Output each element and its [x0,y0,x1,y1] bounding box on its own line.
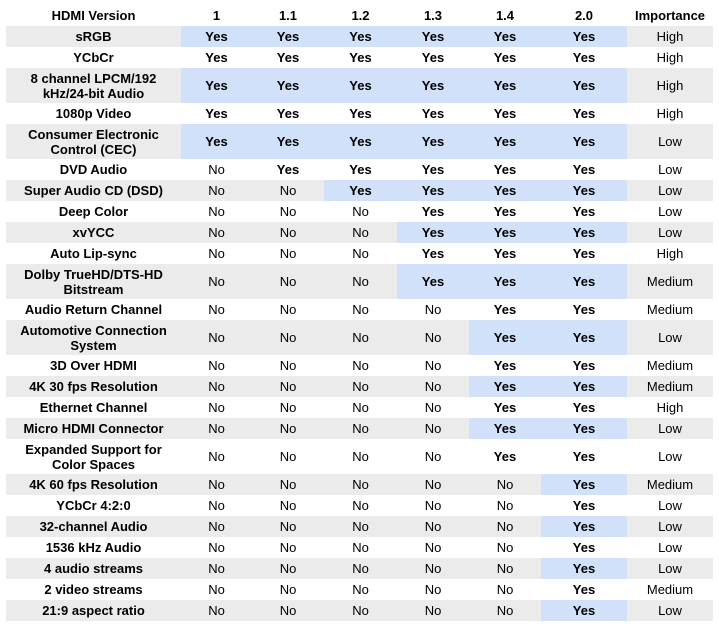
feature-name-cell: Audio Return Channel [6,299,181,320]
support-cell-version-1-2: No [324,439,397,474]
support-cell-version-1: No [181,474,252,495]
importance-cell: Medium [627,376,713,397]
feature-name-cell: Deep Color [6,201,181,222]
importance-cell: Low [627,180,713,201]
importance-cell: Low [627,418,713,439]
header-version-1-1: 1.1 [252,5,324,26]
support-cell-version-1-2: No [324,474,397,495]
support-cell-version-1-1: No [252,495,324,516]
feature-name-cell: 8 channel LPCM/192 kHz/24-bit Audio [6,68,181,103]
support-cell-version-1-2: No [324,558,397,579]
support-cell-version-1: Yes [181,103,252,124]
importance-cell: Low [627,600,713,621]
support-cell-version-1-1: No [252,201,324,222]
support-cell-version-1: No [181,558,252,579]
support-cell-version-1-2: No [324,320,397,355]
support-cell-version-1: No [181,299,252,320]
support-cell-version-1-3: No [397,600,469,621]
support-cell-version-1-2: Yes [324,26,397,47]
support-cell-version-1-2: No [324,243,397,264]
support-cell-version-1-1: No [252,439,324,474]
feature-name-cell: Expanded Support for Color Spaces [6,439,181,474]
table-row [6,579,713,600]
support-cell-version-1-3: Yes [397,201,469,222]
support-cell-version-1-4: No [469,600,541,621]
support-cell-version-1-1: No [252,243,324,264]
importance-cell: High [627,243,713,264]
support-cell-version-1-2: Yes [324,180,397,201]
support-cell-version-1: Yes [181,68,252,103]
importance-cell: Low [627,320,713,355]
feature-name-cell: Super Audio CD (DSD) [6,180,181,201]
support-cell-version-2-0: Yes [541,558,627,579]
support-cell-version-1-4: Yes [469,68,541,103]
support-cell-version-1: No [181,439,252,474]
support-cell-version-2-0: Yes [541,474,627,495]
support-cell-version-2-0: Yes [541,537,627,558]
support-cell-version-1-4: Yes [469,264,541,299]
support-cell-version-1-4: Yes [469,103,541,124]
header-importance: Importance [627,5,713,26]
importance-cell: High [627,47,713,68]
feature-name-cell: 1536 kHz Audio [6,537,181,558]
support-cell-version-1-3: No [397,537,469,558]
support-cell-version-1-1: No [252,376,324,397]
support-cell-version-1-1: No [252,579,324,600]
support-cell-version-1-1: No [252,516,324,537]
support-cell-version-1: No [181,579,252,600]
table-row [6,124,713,159]
support-cell-version-1: No [181,264,252,299]
support-cell-version-1-1: No [252,397,324,418]
table-row [6,264,713,299]
support-cell-version-1-4: Yes [469,243,541,264]
importance-cell: Low [627,516,713,537]
feature-name-cell: sRGB [6,26,181,47]
support-cell-version-1-4: Yes [469,26,541,47]
feature-name-cell: 1080p Video [6,103,181,124]
support-cell-version-1-1: No [252,180,324,201]
support-cell-version-2-0: Yes [541,397,627,418]
header-version-2-0: 2.0 [541,5,627,26]
importance-cell: Medium [627,355,713,376]
support-cell-version-1: No [181,180,252,201]
support-cell-version-1-1: Yes [252,26,324,47]
support-cell-version-1-3: No [397,558,469,579]
importance-cell: Low [627,558,713,579]
support-cell-version-1: No [181,243,252,264]
support-cell-version-1: No [181,355,252,376]
table-row [6,495,713,516]
importance-cell: High [627,26,713,47]
importance-cell: Low [627,201,713,222]
feature-name-cell: 4K 60 fps Resolution [6,474,181,495]
importance-cell: Low [627,124,713,159]
support-cell-version-1: No [181,516,252,537]
support-cell-version-2-0: Yes [541,103,627,124]
feature-name-cell: Dolby TrueHD/DTS-HD Bitstream [6,264,181,299]
support-cell-version-1-4: No [469,579,541,600]
table-row [6,600,713,621]
support-cell-version-1-4: Yes [469,124,541,159]
support-cell-version-2-0: Yes [541,355,627,376]
support-cell-version-1-1: No [252,264,324,299]
support-cell-version-1-4: No [469,495,541,516]
header-version-1-3: 1.3 [397,5,469,26]
support-cell-version-1-3: Yes [397,103,469,124]
support-cell-version-1-1: Yes [252,124,324,159]
support-cell-version-1-4: No [469,537,541,558]
header-version-1-2: 1.2 [324,5,397,26]
support-cell-version-1-4: No [469,516,541,537]
feature-name-cell: 4K 30 fps Resolution [6,376,181,397]
table-row [6,243,713,264]
support-cell-version-1: No [181,397,252,418]
feature-name-cell: Auto Lip-sync [6,243,181,264]
support-cell-version-2-0: Yes [541,264,627,299]
table-row [6,68,713,103]
feature-name-cell: Ethernet Channel [6,397,181,418]
table-row [6,299,713,320]
support-cell-version-2-0: Yes [541,68,627,103]
support-cell-version-1: No [181,600,252,621]
importance-cell: Low [627,537,713,558]
support-cell-version-1-3: Yes [397,159,469,180]
table-row [6,516,713,537]
table-row [6,47,713,68]
feature-name-cell: xvYCC [6,222,181,243]
support-cell-version-1-3: Yes [397,243,469,264]
feature-name-cell: 21:9 aspect ratio [6,600,181,621]
support-cell-version-1-2: No [324,222,397,243]
support-cell-version-1-3: No [397,355,469,376]
importance-cell: High [627,68,713,103]
support-cell-version-1-3: No [397,376,469,397]
support-cell-version-1: No [181,201,252,222]
support-cell-version-1: No [181,376,252,397]
importance-cell: Medium [627,264,713,299]
support-cell-version-1-4: Yes [469,159,541,180]
support-cell-version-1-2: No [324,516,397,537]
support-cell-version-1-3: Yes [397,180,469,201]
support-cell-version-2-0: Yes [541,159,627,180]
support-cell-version-2-0: Yes [541,600,627,621]
support-cell-version-1-3: No [397,495,469,516]
support-cell-version-1: No [181,537,252,558]
importance-cell: Low [627,439,713,474]
support-cell-version-2-0: Yes [541,180,627,201]
support-cell-version-1-2: No [324,600,397,621]
feature-name-cell: Consumer Electronic Control (CEC) [6,124,181,159]
support-cell-version-1-1: No [252,299,324,320]
support-cell-version-1-1: No [252,418,324,439]
support-cell-version-1-3: No [397,474,469,495]
support-cell-version-1-3: No [397,397,469,418]
support-cell-version-1-2: No [324,201,397,222]
support-cell-version-1-2: Yes [324,159,397,180]
feature-name-cell: 3D Over HDMI [6,355,181,376]
support-cell-version-2-0: Yes [541,376,627,397]
support-cell-version-1-3: Yes [397,222,469,243]
feature-name-cell: 2 video streams [6,579,181,600]
table-row [6,355,713,376]
header-row [6,5,713,26]
support-cell-version-1-4: No [469,558,541,579]
feature-name-cell: YCbCr [6,47,181,68]
support-cell-version-1-2: Yes [324,103,397,124]
support-cell-version-1-1: Yes [252,103,324,124]
support-cell-version-1-4: Yes [469,397,541,418]
support-cell-version-1-4: Yes [469,180,541,201]
support-cell-version-1-2: No [324,495,397,516]
support-cell-version-1-3: Yes [397,124,469,159]
support-cell-version-1-3: No [397,439,469,474]
support-cell-version-1: No [181,159,252,180]
support-cell-version-1-4: Yes [469,418,541,439]
table-row [6,159,713,180]
support-cell-version-1-2: No [324,537,397,558]
header-feature: HDMI Version [6,5,181,26]
support-cell-version-1-3: No [397,320,469,355]
support-cell-version-1-1: No [252,222,324,243]
importance-cell: High [627,397,713,418]
support-cell-version-2-0: Yes [541,495,627,516]
support-cell-version-1-1: No [252,355,324,376]
support-cell-version-1: Yes [181,26,252,47]
feature-name-cell: Automotive Connection System [6,320,181,355]
support-cell-version-2-0: Yes [541,222,627,243]
support-cell-version-1-4: No [469,474,541,495]
table-row [6,201,713,222]
header-version-1: 1 [181,5,252,26]
support-cell-version-1-4: Yes [469,47,541,68]
support-cell-version-1-3: No [397,299,469,320]
support-cell-version-1: No [181,418,252,439]
support-cell-version-1-2: Yes [324,124,397,159]
table-row [6,558,713,579]
support-cell-version-1-2: No [324,264,397,299]
table-row [6,103,713,124]
support-cell-version-1-1: No [252,537,324,558]
table-row [6,180,713,201]
support-cell-version-2-0: Yes [541,320,627,355]
importance-cell: Low [627,495,713,516]
support-cell-version-1: No [181,495,252,516]
support-cell-version-2-0: Yes [541,124,627,159]
support-cell-version-1-2: Yes [324,68,397,103]
feature-name-cell: YCbCr 4:2:0 [6,495,181,516]
importance-cell: High [627,103,713,124]
support-cell-version-1-1: No [252,320,324,355]
support-cell-version-1-2: No [324,299,397,320]
table-row [6,474,713,495]
support-cell-version-1-2: No [324,376,397,397]
support-cell-version-1-3: No [397,579,469,600]
table-row [6,418,713,439]
support-cell-version-2-0: Yes [541,299,627,320]
support-cell-version-1-1: Yes [252,47,324,68]
table-row [6,537,713,558]
support-cell-version-1-1: Yes [252,68,324,103]
table-body [6,26,713,621]
support-cell-version-2-0: Yes [541,439,627,474]
support-cell-version-1-1: Yes [252,159,324,180]
support-cell-version-1: Yes [181,124,252,159]
support-cell-version-1: No [181,320,252,355]
header-version-1-4: 1.4 [469,5,541,26]
support-cell-version-1-3: No [397,418,469,439]
importance-cell: Medium [627,474,713,495]
support-cell-version-2-0: Yes [541,418,627,439]
support-cell-version-1: Yes [181,47,252,68]
importance-cell: Medium [627,579,713,600]
table-row [6,397,713,418]
table-row [6,439,713,474]
feature-name-cell: DVD Audio [6,159,181,180]
support-cell-version-1-2: No [324,397,397,418]
support-cell-version-2-0: Yes [541,579,627,600]
support-cell-version-1-3: Yes [397,47,469,68]
support-cell-version-2-0: Yes [541,47,627,68]
support-cell-version-1: No [181,222,252,243]
table-row [6,26,713,47]
support-cell-version-1-2: No [324,418,397,439]
support-cell-version-1-1: No [252,558,324,579]
support-cell-version-2-0: Yes [541,26,627,47]
feature-name-cell: Micro HDMI Connector [6,418,181,439]
importance-cell: Low [627,222,713,243]
support-cell-version-1-2: No [324,355,397,376]
support-cell-version-1-1: No [252,474,324,495]
support-cell-version-1-4: Yes [469,376,541,397]
support-cell-version-1-3: Yes [397,264,469,299]
support-cell-version-1-4: Yes [469,355,541,376]
support-cell-version-2-0: Yes [541,243,627,264]
support-cell-version-1-4: Yes [469,439,541,474]
importance-cell: Medium [627,299,713,320]
hdmi-version-comparison-table [6,5,713,621]
support-cell-version-1-1: No [252,600,324,621]
support-cell-version-2-0: Yes [541,201,627,222]
support-cell-version-1-4: Yes [469,201,541,222]
support-cell-version-1-3: No [397,516,469,537]
feature-name-cell: 32-channel Audio [6,516,181,537]
table-row [6,320,713,355]
table-row [6,376,713,397]
support-cell-version-2-0: Yes [541,516,627,537]
support-cell-version-1-4: Yes [469,299,541,320]
importance-cell: Low [627,159,713,180]
support-cell-version-1-3: Yes [397,68,469,103]
support-cell-version-1-2: Yes [324,47,397,68]
support-cell-version-1-4: Yes [469,222,541,243]
support-cell-version-1-2: No [324,579,397,600]
feature-name-cell: 4 audio streams [6,558,181,579]
support-cell-version-1-3: Yes [397,26,469,47]
table-row [6,222,713,243]
support-cell-version-1-4: Yes [469,320,541,355]
